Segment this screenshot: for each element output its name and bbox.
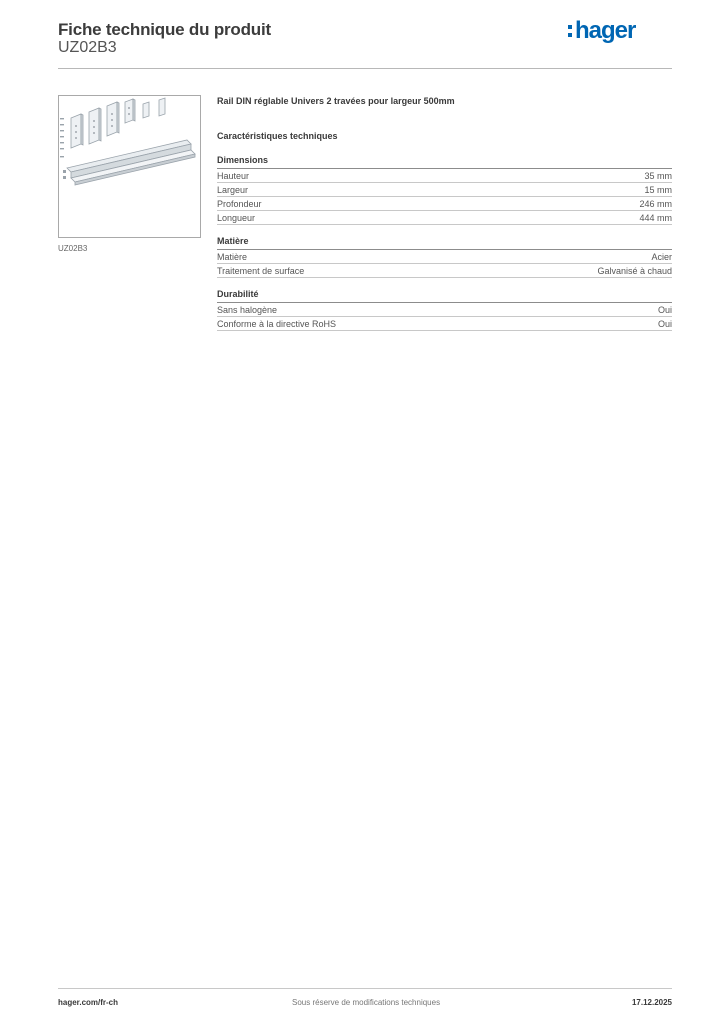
product-reference: UZ02B3 — [58, 39, 117, 56]
spec-label: Longueur — [217, 213, 256, 223]
hager-logo-icon — [566, 17, 658, 47]
spec-group-durability — [217, 289, 672, 331]
group-title: Dimensions — [217, 155, 672, 169]
spec-row — [217, 250, 672, 264]
spec-row — [217, 169, 672, 183]
product-image — [58, 95, 201, 238]
spec-row — [217, 183, 672, 197]
spec-value: Galvanisé à chaud — [597, 266, 672, 276]
footer-website-link[interactable]: hager.com/fr-ch — [58, 998, 119, 1007]
header-divider — [58, 68, 672, 69]
spec-row — [217, 211, 672, 225]
spec-label: Profondeur — [217, 199, 262, 209]
section-title: Caractéristiques techniques — [217, 131, 338, 141]
spec-row — [217, 197, 672, 211]
spec-row — [217, 264, 672, 278]
spec-value: Acier — [651, 252, 672, 262]
spec-value: 15 mm — [644, 185, 672, 195]
page-title: Fiche technique du produit — [58, 20, 271, 39]
logo-text: hager — [575, 17, 636, 44]
spec-label: Sans halogène — [217, 305, 278, 315]
spec-label: Hauteur — [217, 171, 250, 181]
spec-group-material — [217, 236, 672, 278]
footer-date: 17.12.2025 — [631, 998, 672, 1007]
spec-value: 246 mm — [639, 199, 672, 209]
spec-value: 35 mm — [644, 171, 672, 181]
spec-section — [217, 95, 672, 331]
spec-row — [217, 317, 672, 331]
group-title: Durabilité — [217, 289, 672, 303]
spec-label: Matière — [217, 252, 248, 262]
hager-logo[interactable] — [566, 17, 658, 47]
group-title: Matière — [217, 236, 672, 250]
image-caption: UZ02B3 — [58, 244, 88, 253]
spec-group-dimensions — [217, 155, 672, 225]
spec-value: 444 mm — [639, 213, 672, 223]
spec-row — [217, 303, 672, 317]
product-description: Rail DIN réglable Univers 2 travées pour largeur 500mm — [217, 96, 455, 106]
spec-label: Conforme à la directive RoHS — [217, 319, 337, 329]
spec-value: Oui — [657, 319, 672, 329]
footer-divider — [58, 988, 672, 989]
spec-label: Largeur — [217, 185, 249, 195]
product-illustration-icon — [59, 96, 200, 237]
spec-value: Oui — [657, 305, 672, 315]
footer-disclaimer: Sous réserve de modifications techniques — [292, 998, 441, 1007]
spec-label: Traitement de surface — [217, 266, 305, 276]
